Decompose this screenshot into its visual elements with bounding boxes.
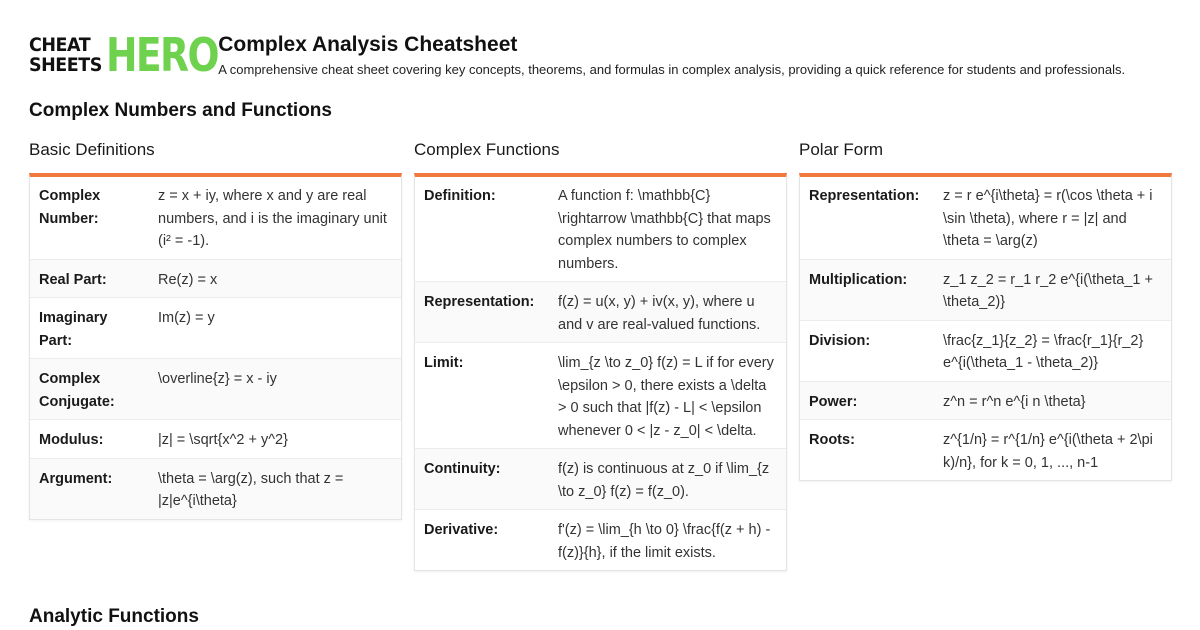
title-block (218, 32, 1125, 78)
logo-hero: HERO (106, 28, 219, 82)
term-label: Power: (809, 393, 858, 410)
table-row (800, 259, 1171, 320)
term-label: Modulus: (39, 432, 104, 448)
table-row (30, 177, 401, 259)
column-title: Complex Functions (414, 140, 560, 159)
page-header (29, 28, 1126, 82)
term-definition: z_1 z_2 = r_1 r_2 e^{i(\theta_1 + \theta_2)} (943, 271, 1153, 310)
table-row (30, 419, 401, 458)
term-definition: \frac{z_1}{z_2} = \frac{r_1}{r_2} e^{i(\theta_1 - \theta_2)} (943, 332, 1144, 371)
term-label: Real Part: (39, 271, 107, 288)
term-label: Limit: (424, 355, 464, 371)
table-row (800, 320, 1171, 381)
term-label: Definition: (424, 188, 496, 204)
column-title: Polar Form (799, 140, 884, 159)
table-row (30, 358, 401, 419)
term-definition: A function f: \mathbb{C} \rightarrow \mathbb{C} that maps complex numbers to complex numbers. (558, 188, 771, 272)
table-row (800, 381, 1171, 420)
column-polar-form (799, 140, 1172, 481)
term-label: Complex Number: (39, 188, 101, 227)
term-definition: z^n = r^n e^{i n \theta} (943, 393, 1086, 410)
section-title-analytic-functions: Analytic Functions (29, 606, 199, 627)
definitions-card (29, 173, 402, 520)
term-definition: z^{1/n} = r^{1/n} e^{i(\theta + 2\pi k)/n}, for k = 0, 1, ..., n-1 (943, 432, 1153, 471)
term-label: Imaginary Part: (39, 310, 108, 349)
term-definition: Re(z) = x (158, 271, 218, 288)
column-complex-functions (414, 140, 787, 571)
term-label: Representation: (424, 294, 535, 310)
table-row (415, 177, 786, 281)
term-label: Derivative: (424, 522, 499, 538)
section-title-complex-numbers: Complex Numbers and Functions (29, 100, 332, 121)
table-row (415, 509, 786, 570)
term-label: Argument: (39, 470, 113, 487)
table-row (800, 419, 1171, 480)
column-title: Basic Definitions (29, 140, 155, 159)
term-definition: z = x + iy, where x and y are real numbers, and i is the imaginary unit (i² = -1). (158, 188, 387, 249)
logo-line-cheat: CHEAT (29, 34, 91, 56)
term-label: Division: (809, 332, 871, 349)
logo-line-sheets: SHEETS (29, 54, 102, 76)
term-label: Continuity: (424, 461, 501, 477)
term-definition: f(z) = u(x, y) + iv(x, y), where u and v are real-valued functions. (558, 294, 761, 333)
polar-form-card (799, 173, 1172, 481)
table-row (415, 342, 786, 448)
functions-card (414, 173, 787, 571)
term-label: Roots: (809, 432, 855, 448)
table-row (30, 458, 401, 519)
table-row (415, 448, 786, 509)
column-basic-definitions (29, 140, 402, 520)
table-row (800, 177, 1171, 259)
term-definition: Im(z) = y (158, 310, 215, 326)
term-label: Representation: (809, 188, 920, 204)
logo-wordmark (29, 35, 102, 75)
cheatsheets-hero-logo[interactable] (29, 28, 219, 82)
term-label: Multiplication: (809, 271, 908, 288)
table-row (30, 259, 401, 298)
term-label: Complex Conjugate: (39, 371, 115, 410)
term-definition: |z| = \sqrt{x^2 + y^2} (158, 432, 288, 448)
table-row (415, 281, 786, 342)
term-definition: z = r e^{i\theta} = r(\cos \theta + i \sin \theta), where r = |z| and \theta = \arg(z) (943, 188, 1153, 249)
term-definition: \overline{z} = x - iy (158, 371, 277, 387)
term-definition: \theta = \arg(z), such that z = |z|e^{i\theta} (158, 470, 344, 509)
term-definition: f(z) is continuous at z_0 if \lim_{z \to z_0} f(z) = f(z_0). (558, 461, 770, 500)
term-definition: \lim_{z \to z_0} f(z) = L if for every \epsilon > 0, there exists a \delta > 0 such that |f(z) - L| < \epsilon whenever 0 < |z - z_0| < \delta. (558, 355, 774, 439)
table-row (30, 297, 401, 358)
term-definition: f'(z) = \lim_{h \to 0} \frac{f(z + h) - f(z)}{h}, if the limit exists. (558, 522, 771, 561)
page-title: Complex Analysis Cheatsheet (218, 33, 518, 56)
page-subtitle: A comprehensive cheat sheet covering key concepts, theorems, and formulas in complex analysis, providing a quick reference for students and professionals. (218, 62, 1126, 77)
